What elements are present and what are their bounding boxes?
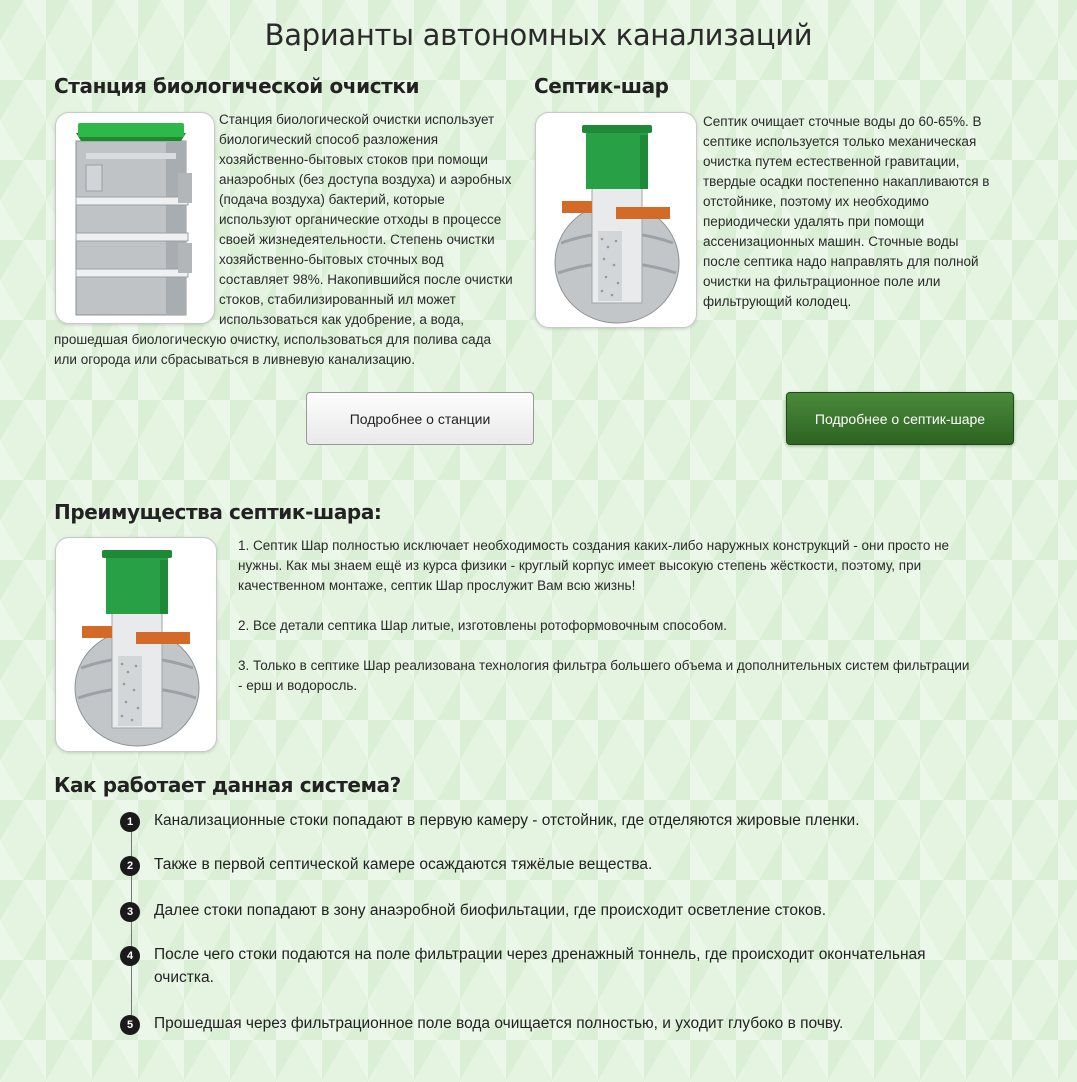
advantages-image xyxy=(55,537,217,752)
text-line: после септика надо направлять для полной xyxy=(703,254,979,269)
step-number: 1 xyxy=(120,812,140,832)
text-line: - ерш и водоросль. xyxy=(238,678,358,693)
how-heading: Как работает данная система? xyxy=(54,773,401,797)
text-line: твердые осадки постепенно накапливаются в xyxy=(703,174,990,189)
text-line: 3. Только в септике Шар реализована технология фильтра большего объема и дополнительных систем фильтрации xyxy=(238,658,970,673)
text-line: септике используется только механическая xyxy=(703,134,977,149)
advantage-2 xyxy=(238,616,1038,636)
septic-image xyxy=(535,112,697,328)
text-line: периодически удалять при помощи xyxy=(703,214,925,229)
text-line: 1. Септик Шар полностью исключает необходимость создания каких-либо наружных конструкций - они просто не xyxy=(238,538,950,553)
station-details-button[interactable]: Подробнее о станции xyxy=(306,392,534,445)
text-line: своей жизнедеятельности. Степень очистки xyxy=(219,232,495,247)
step-text: Далее стоки попадают в зону анаэробной биофильтации, где происходит осветление стоков. xyxy=(154,902,827,919)
step-item xyxy=(120,943,974,989)
text-line: фильтрующий колодец. xyxy=(703,294,852,309)
step-item xyxy=(120,853,974,876)
text-line: (подача воздуха) бактерий, которые xyxy=(219,192,445,207)
step-item xyxy=(120,1012,974,1035)
text-line: хозяйственно-бытовых стоков при помощи xyxy=(219,152,488,167)
step-text: Канализационные стоки попадают в первую камеру - отстойник, где отделяются жировые пленки. xyxy=(154,812,860,829)
text-line: прошедшая биологическую очистку, использоваться для полива сада xyxy=(54,332,491,347)
text-line: очистка путем естественной гравитации, xyxy=(703,154,960,169)
step-text: Также в первой септической камере осаждаются тяжёлые вещества. xyxy=(154,856,653,873)
septic-description xyxy=(703,112,1043,312)
text-line: отстойнике, поэтому их необходимо xyxy=(703,194,929,209)
steps-connector-line xyxy=(131,822,132,1022)
advantages-text xyxy=(238,536,1038,696)
text-line: хозяйственно-бытовых сточных вод xyxy=(219,252,444,267)
station-description-top xyxy=(219,110,535,330)
septic-heading: Септик-шар xyxy=(534,74,669,98)
advantage-3 xyxy=(238,656,1038,696)
text-line: составляет 98%. Накопившийся после очистки xyxy=(219,272,513,287)
text-line: стоков, стабилизированный ил может xyxy=(219,292,456,307)
step-number: 2 xyxy=(120,856,140,876)
step-text: Прошедшая через фильтрационное поле вода очищается полностью, и уходит глубоко в почву. xyxy=(154,1015,844,1032)
station-heading: Станция биологической очистки xyxy=(54,74,420,98)
step-text: После чего стоки подаются на поле фильтрации через дренажный тоннель, где происходит окончательная очистка. xyxy=(154,946,926,986)
text-line: очистки на фильтрационное поле или xyxy=(703,274,941,289)
step-number: 5 xyxy=(120,1015,140,1035)
text-line: нужны. Как мы знаем ещё из курса физики - круглый корпус имеет высокую степень жёсткости, поэтому, при xyxy=(238,558,922,573)
text-line: биологический способ разложения xyxy=(219,132,439,147)
septic-details-button[interactable]: Подробнее о септик-шаре xyxy=(786,392,1014,445)
advantages-heading: Преимущества септик-шара: xyxy=(54,500,382,524)
text-line: используют органические отходы в процессе xyxy=(219,212,502,227)
step-item xyxy=(120,809,974,832)
text-line: ассенизационных машин. Сточные воды xyxy=(703,234,959,249)
text-line: анаэробных (без доступа воздуха) и аэробных xyxy=(219,172,512,187)
text-line: Септик очищает сточные воды до 60-65%. В xyxy=(703,114,982,129)
station-image xyxy=(55,112,215,324)
text-line: качественном монтаже, септик Шар прослужит Вам всю жизнь! xyxy=(238,578,636,593)
step-number: 4 xyxy=(120,946,140,966)
septic-ball-illustration xyxy=(536,113,697,328)
advantage-1 xyxy=(238,536,1038,596)
septic-ball-illustration xyxy=(56,538,217,752)
step-number: 3 xyxy=(120,902,140,922)
text-line: 2. Все детали септика Шар литые, изготовлены ротоформовочным способом. xyxy=(238,618,728,633)
text-line: Станция биологической очистки использует xyxy=(219,112,495,127)
page-title: Варианты автономных канализаций xyxy=(264,18,813,52)
step-item xyxy=(120,899,974,922)
bio-station-illustration xyxy=(56,113,215,324)
station-description-bottom xyxy=(54,330,534,370)
text-line: или огорода или сбрасываться в ливневую канализацию. xyxy=(54,352,416,367)
text-line: использоваться как удобрение, а вода, xyxy=(219,312,464,327)
